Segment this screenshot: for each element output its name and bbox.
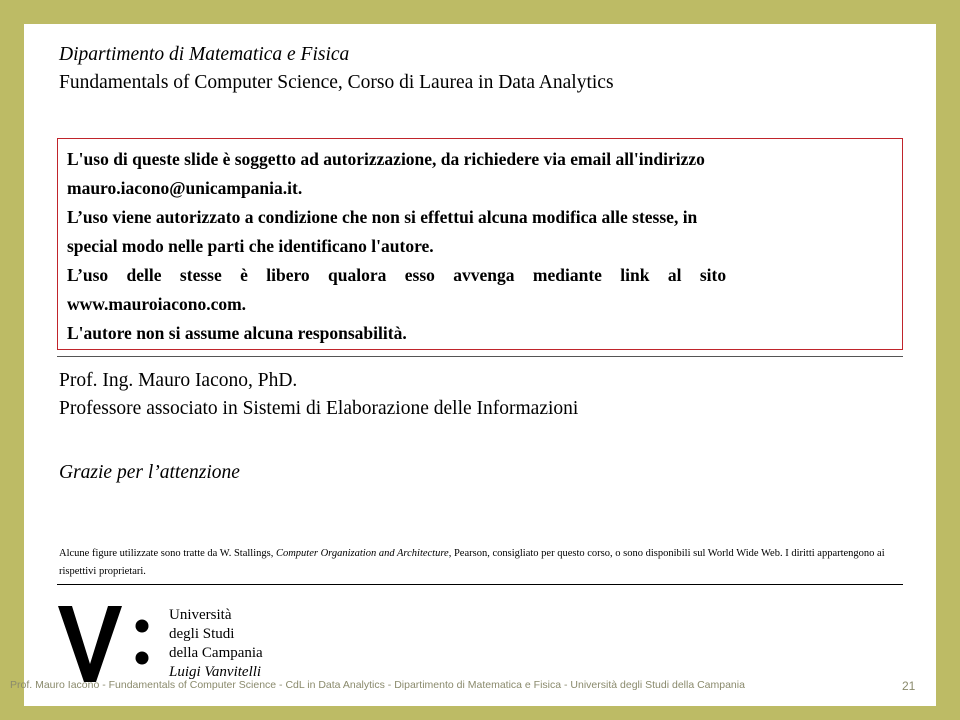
university-line: degli Studi	[169, 626, 235, 642]
credits-suffix: , Pearson, consigliato per questo corso, o sono disponibili sul World Wide Web. I diritti appartengono ai rispettivi proprietari.	[59, 548, 885, 577]
course-title: Fundamentals of Computer Science, Corso di Laurea in Data Analytics	[59, 72, 614, 93]
thanks-text: Grazie per l’attenzione	[59, 462, 240, 483]
notice-line: www.mauroiacono.com.	[67, 294, 247, 314]
notice-line: L’uso delle stesse è libero qualora esso avvenga mediante link al sito	[67, 265, 727, 285]
university-line: della Campania	[169, 645, 263, 661]
department-title: Dipartimento di Matematica e Fisica	[59, 44, 350, 65]
usage-notice-box	[57, 138, 903, 350]
university-line: Luigi Vanvitelli	[169, 664, 262, 680]
slide	[24, 24, 936, 706]
credits-note	[59, 545, 905, 581]
author-role: Professore associato in Sistemi di Elaborazione delle Informazioni	[59, 398, 579, 419]
notice-line: mauro.iacono@unicampania.it.	[67, 178, 303, 198]
university-name	[169, 606, 263, 682]
divider	[57, 356, 903, 357]
credits-prefix: Alcune figure utilizzate sono tratte da W. Stallings,	[59, 548, 276, 559]
footer-text: Prof. Mauro Iacono - Fundamentals of Computer Science - CdL in Data Analytics - Dipartimento di Matematica e Fisica - Università degli Studi della Campania	[10, 679, 745, 691]
notice-line: L'autore non si assume alcuna responsabilità.	[67, 323, 407, 343]
author-name: Prof. Ing. Mauro Iacono, PhD.	[59, 370, 298, 391]
page-number: 21	[902, 679, 916, 693]
university-line: Università	[169, 607, 232, 623]
notice-line: L’uso viene autorizzato a condizione che non si effettui alcuna modifica alle stesse, in	[67, 207, 698, 227]
notice-line: special modo nelle parti che identificano l'autore.	[67, 236, 434, 256]
notice-line: L'uso di queste slide è soggetto ad autorizzazione, da richiedere via email all'indirizzo	[67, 149, 705, 169]
divider	[57, 584, 903, 585]
credits-book-title: Computer Organization and Architecture	[275, 548, 449, 559]
